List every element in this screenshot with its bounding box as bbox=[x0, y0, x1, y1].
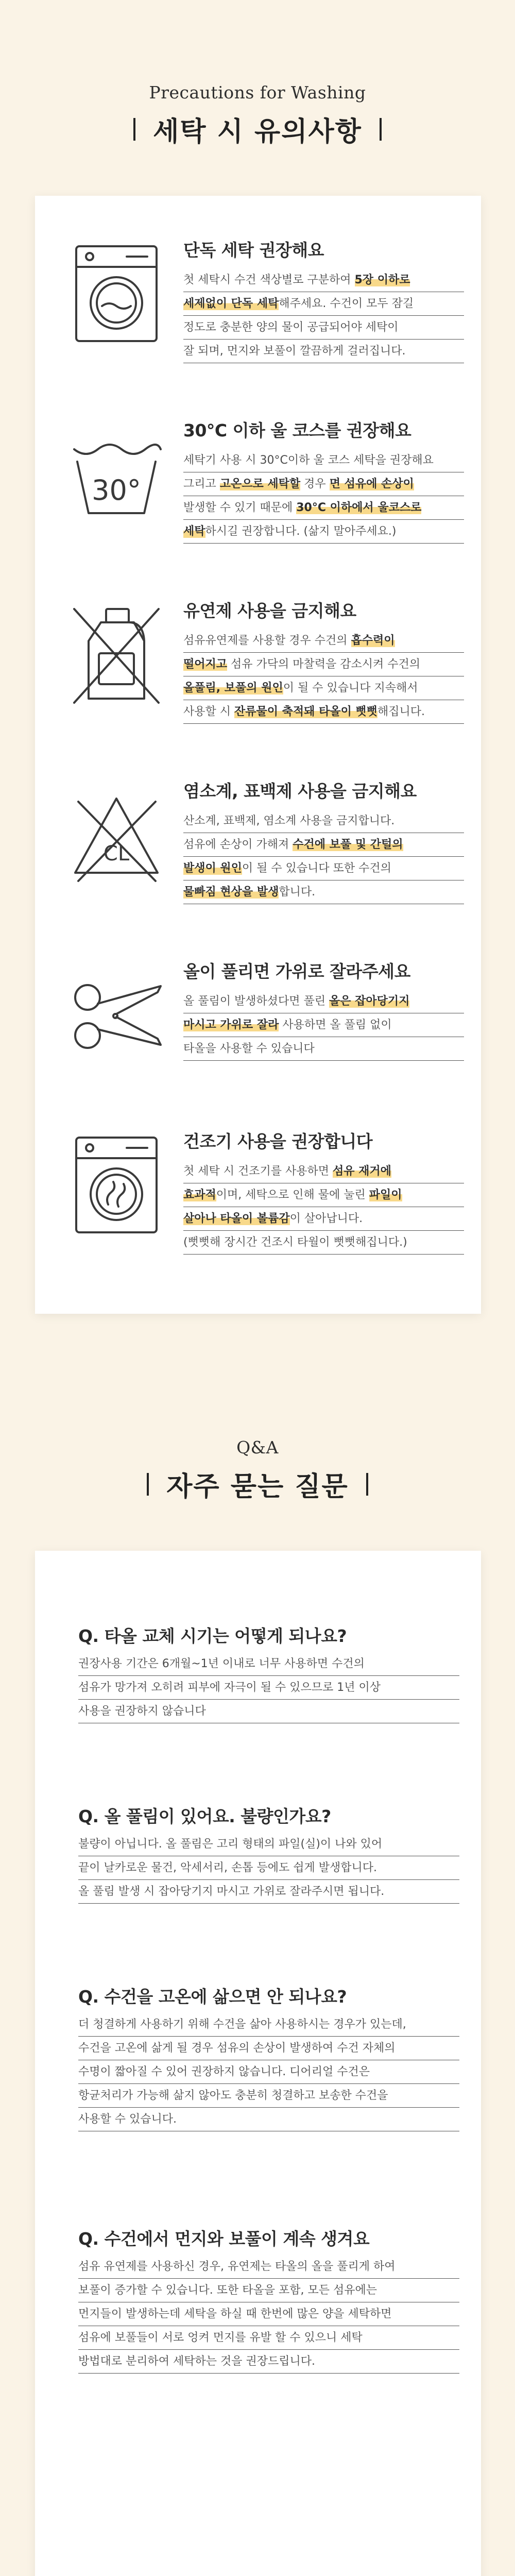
precaution-line bbox=[183, 857, 464, 880]
precaution-body bbox=[183, 629, 464, 724]
highlighted-text: 물빠짐 현상을 발생 bbox=[183, 886, 279, 899]
dryer-icon bbox=[65, 1128, 168, 1242]
line-text: 세탁기 사용 시 30°C이하 울 코스 세탁을 권장해요 bbox=[183, 454, 434, 467]
precautions-title-row bbox=[133, 110, 382, 148]
precaution-line bbox=[183, 449, 464, 472]
highlighted-text: 고온으로 세탁할 bbox=[219, 478, 301, 490]
line-text: 경우 bbox=[300, 478, 330, 490]
precautions-header bbox=[0, 82, 515, 148]
line-text: 해집니다. bbox=[377, 705, 425, 718]
title-bar-left bbox=[133, 118, 135, 141]
highlighted-text: 면 섬유에 손상이 bbox=[329, 478, 414, 490]
line-text: 첫 세탁시 수건 색상별로 구분하여 bbox=[183, 274, 355, 286]
precaution-text bbox=[183, 778, 464, 904]
faq-answer-line: 불량이 아닙니다. 올 풀림은 고리 형태의 파일(실)이 나와 있어 bbox=[78, 1833, 459, 1856]
faq-answer-line: 수명이 짧아질 수 있어 권장하지 않습니다. 디어리얼 수건은 bbox=[78, 2060, 459, 2084]
faq-answer-line: 섬유 유연제를 사용하신 경우, 유연제는 타올의 올을 풀리게 하여 bbox=[78, 2255, 459, 2279]
precaution-line bbox=[183, 1160, 464, 1183]
faq-answer-line: 섬유에 보풀들이 서로 엉켜 먼지를 유발 할 수 있으니 세탁 bbox=[78, 2326, 459, 2350]
line-text: 그리고 bbox=[183, 478, 220, 490]
washing-machine-icon bbox=[65, 237, 168, 350]
precaution-text bbox=[183, 958, 464, 1061]
precaution-title: 건조기 사용을 권장합니다 bbox=[183, 1131, 373, 1151]
precaution-line bbox=[183, 496, 464, 520]
line-text: 첫 세탁 시 건조기를 사용하면 bbox=[183, 1165, 333, 1178]
highlighted-text: 잔류물이 축적돼 타올이 뻣뻣 bbox=[234, 705, 378, 718]
precaution-text bbox=[183, 417, 464, 544]
precaution-line bbox=[183, 1183, 464, 1207]
faq-question: Q. 타올 교체 시기는 어떻게 되나요? bbox=[78, 1626, 347, 1646]
faq-answer-line: 사용할 수 있습니다. bbox=[78, 2108, 459, 2131]
line-text: 합니다. bbox=[279, 886, 316, 899]
line-text: 사용하면 올 풀림 없이 bbox=[279, 1019, 392, 1031]
precaution-line bbox=[183, 1231, 464, 1255]
line-text: 정도로 충분한 양의 물이 공급되어야 세탁이 bbox=[183, 321, 399, 334]
faq-answer-line: 사용을 권장하지 않습니다 bbox=[78, 1700, 459, 1723]
precaution-line bbox=[183, 292, 464, 316]
faq-answer-line: 먼지들이 발생하는데 세탁을 하실 때 한번에 많은 양을 세탁하면 bbox=[78, 2302, 459, 2326]
faq-title-row bbox=[147, 1465, 368, 1503]
line-text: 사용할 시 bbox=[183, 705, 234, 718]
faq-answer-line: 섬유가 망가져 오히려 피부에 자극이 될 수 있으므로 1년 이상 bbox=[78, 1676, 459, 1700]
precaution-line bbox=[183, 653, 464, 676]
precaution-line bbox=[183, 316, 464, 340]
precautions-panel bbox=[35, 196, 481, 1314]
precautions-subtitle: Precautions for Washing bbox=[149, 82, 366, 103]
highlighted-text: 효과적 bbox=[183, 1189, 216, 1201]
line-text: 섬유에 손상이 가해져 bbox=[183, 838, 293, 851]
line-text: 섬유 가닥의 마찰력을 감소시켜 수건의 bbox=[227, 658, 421, 671]
faq-question: Q. 올 풀림이 있어요. 불량인가요? bbox=[78, 1806, 331, 1826]
precaution-line bbox=[183, 340, 464, 363]
highlighted-text: 섬유 재거에 bbox=[333, 1165, 391, 1178]
highlighted-text: 수건에 보풀 및 간털의 bbox=[293, 838, 403, 851]
highlighted-text: 30°C 이하에서 울코스로 bbox=[296, 501, 422, 514]
faq-answer-line: 수건을 고온에 삶게 될 경우 섬유의 손상이 발생하여 수건 자체의 bbox=[78, 2037, 459, 2060]
highlighted-text: 파일이 bbox=[369, 1189, 402, 1201]
precaution-title: 30°C 이하 울 코스를 권장해요 bbox=[183, 420, 411, 440]
highlighted-text: 올은 잡아당기지 bbox=[329, 995, 410, 1008]
precaution-body bbox=[183, 809, 464, 904]
precaution-line bbox=[183, 833, 464, 857]
precaution-body bbox=[183, 1160, 464, 1255]
bleach-label: CL bbox=[103, 842, 130, 866]
faq-answer-line: 더 청결하게 사용하기 위해 수건을 삶아 사용하시는 경우가 있는데, bbox=[78, 2013, 459, 2037]
title-bar-right bbox=[380, 118, 382, 141]
faq-answer bbox=[78, 2013, 459, 2131]
precaution-title: 단독 세탁 권장해요 bbox=[183, 240, 324, 260]
faq-answer bbox=[78, 1652, 459, 1723]
precaution-line bbox=[183, 268, 464, 292]
faq-answer-line: 방법대로 분리하여 세탁하는 것을 권장드립니다. bbox=[78, 2350, 459, 2374]
line-text: (뻣뻣해 장시간 건조시 타월이 뻣뻣해집니다.) bbox=[183, 1236, 407, 1249]
faq-answer-line: 권장사용 기간은 6개월~1년 이내로 너무 사용하면 수건의 bbox=[78, 1652, 459, 1676]
highlighted-text: 세제없이 단독 세탁 bbox=[183, 297, 279, 310]
wash-30-degrees-icon bbox=[65, 417, 168, 531]
title-bar-left bbox=[147, 1473, 149, 1496]
precaution-title: 유연제 사용을 금지해요 bbox=[183, 601, 356, 621]
highlighted-text: 5장 이하로 bbox=[354, 274, 410, 286]
line-text: 발생할 수 있기 때문에 bbox=[183, 501, 297, 514]
highlighted-text: 발생이 원인 bbox=[183, 862, 242, 875]
line-text: 하시길 권장합니다. (삶지 말아주세요.) bbox=[205, 525, 397, 538]
precaution-line bbox=[183, 676, 464, 700]
highlighted-text: 살아나 타올이 볼륨감 bbox=[183, 1212, 290, 1225]
precaution-body bbox=[183, 268, 464, 363]
precaution-line bbox=[183, 520, 464, 544]
faq-title: 자주 묻는 질문 bbox=[166, 1471, 349, 1502]
precaution-line bbox=[183, 1013, 464, 1037]
highlighted-text: 흡수력이 bbox=[351, 634, 395, 647]
line-text: 잘 되며, 먼지와 보풀이 깔끔하게 걸러집니다. bbox=[183, 345, 406, 358]
faq-header bbox=[0, 1437, 515, 1503]
line-text: 해주세요. 수건이 모두 잠길 bbox=[279, 297, 414, 310]
wash-temp-label: 30° bbox=[92, 474, 141, 506]
faq-item bbox=[35, 1803, 481, 1904]
precaution-line bbox=[183, 1037, 464, 1061]
line-text: 이 될 수 있습니다 또한 수건의 bbox=[242, 862, 391, 875]
precaution-text bbox=[183, 598, 464, 724]
precaution-body bbox=[183, 449, 464, 544]
precaution-line bbox=[183, 700, 464, 724]
precaution-title: 염소계, 표백제 사용을 금지해요 bbox=[183, 781, 417, 801]
highlighted-text: 올풀림, 보풀의 원인 bbox=[183, 682, 283, 694]
line-text: 이며, 세탁으로 인해 물에 눌린 bbox=[216, 1189, 369, 1201]
line-text: 산소계, 표백제, 염소계 사용을 금지합니다. bbox=[183, 815, 395, 827]
faq-answer bbox=[78, 2255, 459, 2374]
faq-answer-line: 보풀이 증가할 수 있습니다. 또한 타올을 포함, 모든 섬유에는 bbox=[78, 2279, 459, 2302]
precaution-title: 올이 풀리면 가위로 잘라주세요 bbox=[183, 961, 410, 981]
precaution-text bbox=[183, 1128, 464, 1255]
title-bar-right bbox=[366, 1473, 368, 1496]
faq-answer-line: 항균처리가 가능해 삶지 않아도 충분히 청결하고 보송한 수건을 bbox=[78, 2084, 459, 2108]
faq-answer-line: 끝이 날카로운 물건, 악세서리, 손톱 등에도 쉽게 발생합니다. bbox=[78, 1856, 459, 1880]
precaution-line bbox=[183, 809, 464, 833]
faq-question: Q. 수건을 고온에 삶으면 안 되나요? bbox=[78, 1987, 347, 2007]
line-text: 이 될 수 있습니다 지속해서 bbox=[283, 682, 418, 694]
precautions-title: 세탁 시 유의사항 bbox=[153, 116, 362, 147]
faq-item bbox=[35, 1623, 481, 1723]
faq-question: Q. 수건에서 먼지와 보풀이 계속 생겨요 bbox=[78, 2229, 370, 2249]
precaution-text bbox=[183, 237, 464, 363]
no-fabric-softener-icon bbox=[65, 598, 168, 711]
line-text: 섬유유연제를 사용할 경우 수건의 bbox=[183, 634, 351, 647]
precaution-body bbox=[183, 990, 464, 1061]
precaution-line bbox=[183, 990, 464, 1013]
highlighted-text: 세탁 bbox=[183, 525, 205, 538]
precaution-line bbox=[183, 880, 464, 904]
precaution-line bbox=[183, 472, 464, 496]
faq-item bbox=[35, 1984, 481, 2131]
scissors-icon bbox=[65, 958, 168, 1072]
line-text: 타올을 사용할 수 있습니다 bbox=[183, 1042, 315, 1055]
precaution-line bbox=[183, 629, 464, 653]
faq-answer bbox=[78, 1833, 459, 1904]
faq-subtitle: Q&A bbox=[236, 1437, 279, 1458]
no-bleach-icon bbox=[65, 778, 168, 891]
faq-answer-line: 올 풀림 발생 시 잡아당기지 마시고 가위로 잘라주시면 됩니다. bbox=[78, 1880, 459, 1904]
line-text: 이 살아납니다. bbox=[289, 1212, 363, 1225]
highlighted-text: 마시고 가위로 잘라 bbox=[183, 1019, 279, 1031]
precaution-line bbox=[183, 1207, 464, 1231]
highlighted-text: 떨어지고 bbox=[183, 658, 228, 671]
faq-item bbox=[35, 2226, 481, 2374]
line-text: 올 풀림이 발생하셨다면 풀린 bbox=[183, 995, 329, 1008]
